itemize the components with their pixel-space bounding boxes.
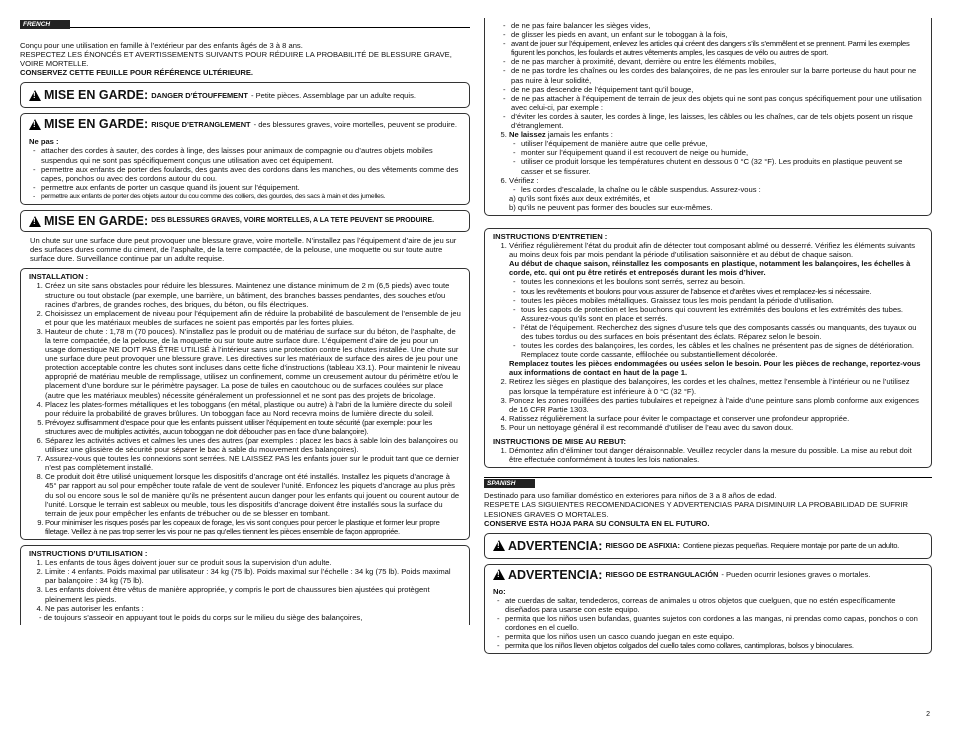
warning-triangle-icon [493,540,505,551]
warning-subtitle: RISQUE D’ETRANGLEMENT [151,119,251,129]
es-choking-warning-box [484,533,932,559]
installation-box [20,268,470,540]
list-item: - utiliser l’équipement de manière autre que celle prévue, [521,139,923,148]
list-item: - de glisser les pieds en avant, un enfant sur le toboggan à la fois, [511,30,923,39]
list-item: - les cordes d’escalade, la chaîne ou le câble suspendus. Assurez-vous : [521,185,923,194]
list-item: - de ne pas faire balancer les sièges vides, [511,21,923,30]
list-item: 3. Hauteur de chute : 1,78 m (70 pouces). N’installez pas le produit ou de matériau de surface sur du béton, de l’asphalte, de la terre compactée, de la pelouse, de la moquette ou sur toute autre surface dure. L’équipement d’aire de jeu pour un usage domestique NE DOIT PAS ÊTRE UTILISÉ à l’intérieur sans une protection contre les chutes installée. Une chute sur une surface dure peut provoquer une blessure grave. Les directives sur les matériaux de surface des aires de jeu pour une protection acceptable contre les chutes sont incluses dans cette fiche d’instructions (tableau X3.1). Pour maintenir le niveau approprié de matériau meuble de remplissage, utilisez un confinement, comme un creusement autour du périmètre et/ou le placement d’une bordure sur le périmètre paysager. La pose de tuiles en caoutchouc ou de surfaces coulées sur place (autre que les matériaux meubles) nécessite généralement un professionnel et ne sont pas des projets de bricolage. [45,327,461,400]
spanish-tag: SPANISH [484,479,535,488]
list-line: a) qu’ils sont fixés aux deux extrémités, et [509,193,650,203]
season-note: Au début de chaque saison, réinstallez les composants en plastique, notamment les balançoires, les échelles à corde, etc. qui ont pu être retirés et entreposés durant les mois d’hiver. [509,259,911,278]
list-item: 1. Créez un site sans obstacles pour réduire les blessures. Maintenez une distance minimum de 2 m (6,5 pieds) avec toute structure ou tout obstacle (par exemple, une barrière, un bâtiment, des branches basses pendantes, des souches et/ou racines d’arbres, de grandes roches, des briques, du béton, ou fils électriques. [45,281,461,308]
es-intro-warning: RESPETE LAS SIGUIENTES RECOMENDACIONES Y ADVERTENCIAS PARA DISMINUIR LA PROBABILIDAD DE SUFRIR LESIONES GRAVES O MORTALES. [484,500,908,519]
list-item: - de ne pas descendre de l’équipement tant qu’il bouge, [511,85,923,94]
list-item: 4. Placez les plates-formes métalliques et les toboggans (en métal, plastique ou autre) à l’abri de la lumière directe du soleil pour réduire la probabilité de graves brûlures. Un toboggan face au Nord recevra moins de lumière directe du soleil. [45,400,461,418]
intro-warning: RESPECTEZ LES ÉNONCÉS ET AVERTISSEMENTS SUIVANTS POUR RÉDUIRE LA PROBABILITÉ DE BLESSURE GRAVE, VOIRE MORTELLE. [20,50,452,69]
es-strangulation-warning-box [484,564,932,655]
warning-title: ADVERTENCIA: [508,538,603,553]
es-intro-line: Destinado para uso familiar doméstico en exteriores para niños de 3 a 8 años de edad. [484,491,777,501]
warning-title: MISE EN GARDE: [44,88,149,103]
list-item: - permettre aux enfants de porter un casque quand ils jouent sur l’équipement. [41,183,461,192]
warning-subtitle: DANGER D’ÉTOUFFEMENT [151,90,248,100]
warning-title: MISE EN GARDE: [44,214,149,229]
warning-triangle-icon [29,216,41,227]
usage-box [20,545,470,625]
maintenance-box [484,228,932,468]
list-item: 3. Poncez les zones rouillées des parties tubulaires et repeignez à l’aide d’une peinture sans plomb conforme aux exigences de 16 CFR Partie 1303. [509,396,923,414]
list-item: - de ne pas tordre les chaînes ou les cordes des balançoires, de ne pas les enrouler sur la barre porteuse du haut pour ne pas nuire à leur solidité, [511,66,923,84]
warning-text: - des blessures graves, voire mortelles, peuvent se produire. [253,119,458,129]
list-item [509,176,923,212]
french-tag: FRENCH [20,20,70,29]
list-item: - l’état de l’équipement. Recherchez des signes d’usure tels que des composants cassés ou manquants, des tuyaux ou des tubes tordus ou des surfaces en bois présentant des éclats. Réparez selon le besoin. [521,323,923,341]
ne-laissez-label: Ne laissez [509,130,546,140]
warning-triangle-icon [493,569,505,580]
list-item: - permettre aux enfants de porter des objets autour du cou comme des colliers, des gourdes, des sacs à main et des jumelles. [41,192,461,201]
warning-title: MISE EN GARDE: [44,117,149,132]
list-item: 9. Pour minimiser les risques posés par les copeaux de forage, les vis sont conçues pour percer le plastique et former leur propre filetage. Veillez à ne pas trop serrer les vis pour ne pas qu’elles tiennent les pièces ensemble de façon appropriée. [45,518,461,536]
no-label: No: [493,586,506,596]
list-item: - de ne pas attacher à l’équipement de terrain de jeux des objets qui ne sont pas conçus spécifiquement pour une utilisation avec celui-ci, par exemple : [511,94,923,112]
list-item: - toutes les pièces mobiles métalliques. Graissez tous les mois pendant la période d’utilisation. [521,296,923,305]
warning-text: Contiene piezas pequeñas. Requiere montaje por parte de un adulto. [682,541,900,551]
list-item: 2. Limite : 4 enfants. Poids maximal par utilisateur : 34 kg (75 lb). Poids maximal sur l’échelle : 34 kg (75 lb). Poids maximal par balançoire : 34 kg (75 lb). [45,567,461,585]
header-rule [20,27,470,28]
es-keep-note: CONSERVE ESTA HOJA PARA SU CONSULTA EN EL FUTURO. [484,518,710,528]
list-item: 2. Choisissez un emplacement de niveau pour l’équipement afin de réduire la probabilité de basculement de l’ensemble de jeu et pour que les matériaux meubles de surfaces ne soient pas emportés par les fortes pluies. [45,309,461,327]
list-item: - permita que los niños lleven objetos colgados del cuello tales como collares, cantimploras, bolsos y binoculares. [505,641,923,650]
list-item: - utiliser ce produit lorsque les températures chutent en dessous 0 °C (32 °F). Les produits en plastique peuvent se casser et se fissurer. [521,157,923,175]
list-item [509,241,923,377]
warning-text: - Pueden ocurrir lesiones graves o mortales. [721,570,871,580]
keep-sheet-note: CONSERVEZ CETTE FEUILLE POUR RÉFÉRENCE ULTÉRIEURE. [20,68,254,78]
list-item: 8. Ce produit doit être utilisé uniquement lorsque les dispositifs d’ancrage ont été installés. Installez les piquets d’ancrage à 45° par rapport au sol pour empêcher toute rafale de vent de soulever l’unité. Enfoncez les piquets d’ancrage au plus près du sol ou encore sous le sol de manière qu’ils ne présentent aucun danger pour les enfants qui jouent ou courent autour de l’unité. Lorsque le terrain est sableux ou meuble, tous les dispositifs d’ancrage doivent être installés sous la surface du terrain de jeux pour empêcher les enfants de trébucher ou de se blesser en tombant. [45,472,461,517]
list-item: - tous les capots de protection et les bouchons qui couvrent les extrémités des boulons et les extrémités des tubes. Assurez-vous qu’ils sont en place et serrés. [521,305,923,323]
list-line: b) qu’ils ne peuvent pas former des boucles sur eux-mêmes. [509,202,713,212]
list-item: - permita que los niños usen un casco cuando juegan en este equipo. [505,632,923,641]
list-item: - permita que los niños usen bufandas, guantes sujetos con cordones a las mangas, ni prendas como capas, ponchos o con cordones en el cuello. [505,614,923,632]
list-item: - tous les revêtements et boulons pour vous assurer de l’absence et d’arêtes vives et remplacez-les si nécessaire. [521,287,923,296]
list-item: - avant de jouer sur l’équipement, enlevez les articles qui créent des dangers s’ils s’emmêlent et se prennent. Parmi les exemples figurent les ponchos, les foulards et autres vêtements amples, les casques de vélo ou autres de sport. [511,39,923,57]
list-item-text: Vérifiez régulièrement l’état du produit afin de détecter tout composant abîmé ou desserré. Vérifiez les éléments suivants au moins deux fois par mois pendant la période d’utilisation saisonnière et au début de chaque saison. [509,241,916,260]
choking-warning-box [20,82,470,108]
warning-title: ADVERTENCIA: [508,567,603,582]
list-item: 5. Pour un nettoyage général il est recommandé d’utiliser de l’eau avec du savon doux. [509,423,923,432]
french-column [20,0,470,625]
strangulation-warning-box [20,113,470,205]
page-number: 2 [926,711,930,718]
list-item: 2. Retirez les sièges en plastique des balançoires, les cordes et les chaînes, mettez l’ensemble à l’intérieur ou ne l’utilisez pas lorsque la température est inférieure à 0 °C (32 °F). [509,377,923,395]
usage-last-line: - de toujours s’asseoir en appuyant tout le poids du corps sur le milieu du siège des balançoires, [39,612,363,622]
warning-subtitle: RIESGO DE ASFIXIA: [605,541,680,551]
list-item: 5. Prévoyez suffisamment d’espace pour que les enfants puissent utiliser l’équipement en toute sécurité (par exemple: pour les structures avec de multiples activités, aucun toboggan ne doit déboucher pas en face d’une balançoire). [45,418,461,436]
right-column [484,0,932,654]
usage-continued-box [484,18,932,216]
list-item: 3. Les enfants doivent être vêtus de manière appropriée, y compris le port de chaussures bien ajustées qui protègent pleinement les pieds. [45,585,461,603]
maintenance-heading: INSTRUCTIONS D’ENTRETIEN : [493,231,608,241]
list-item: - de ne pas marcher à proximité, devant, derrière ou entre les éléments mobiles, [511,57,923,66]
list-item: 1. Les enfants de tous âges doivent jouer sur ce produit sous la supervision d’un adulte. [45,558,461,567]
ne-pas-label: Ne pas : [29,137,59,147]
list-item: - attacher des cordes à sauter, des cordes à linge, des laisses pour animaux de compagnie ou d’autres objets mobiles suspendus qui ne sont pas spécifiquement conçus une utilisation avec cet équipement. [41,146,461,164]
warning-triangle-icon [29,90,41,101]
head-injury-warning-box [20,210,470,232]
list-item-text: jamais les enfants : [545,130,613,140]
warning-subtitle: DES BLESSURES GRAVES, VOIRE MORTELLES, A LA TETE PEUVENT SE PRODUIRE. [151,217,434,225]
list-item: - toutes les connexions et les boulons sont serrés, serrez au besoin. [521,277,923,286]
list-item: - toutes les cordes des balançoires, les cordes, les câbles et les chaînes ne présentent pas de signes de détérioration. Remplacez toute corde cassante, effilochée ou substantiellement décolorée. [521,341,923,359]
list-item: 6. Séparez les activités actives et calmes les unes des autres (par exemples : placez les bacs à sable loin des balançoires ou utilisez une glissière de sécurité pour séparer le bac à sable du mouvement des balançoires). [45,436,461,454]
disposal-heading: INSTRUCTIONS DE MISE AU REBUT: [493,437,627,447]
usage-heading: INSTRUCTIONS D’UTILISATION : [29,549,148,559]
fall-warning-text: Un chute sur une surface dure peut provoquer une blessure grave, voire mortelle. N’installez pas l’équipement d’aire de jeu sur des surfaces dures comme du ciment, de l’asphalte, de la terre compactée, de la pelouse, une moquette ou sur toute autre surface dure. Surveillance continue par un adulte requise. [30,236,457,264]
intro-line: Conçu pour une utilisation en famille à l’extérieur par des enfants âgés de 3 à 8 ans. [20,41,303,50]
warning-text: - Petite pièces. Assemblage par un adulte requis. [250,90,417,100]
list-item: 4. Ratissez régulièrement la surface pour éviter le compactage et conserver une profondeur appropriée. [509,414,923,423]
list-item-text: Vérifiez : [509,175,539,185]
replace-note: Remplacez toutes les pièces endommagées ou usées selon le besoin. Pour les pièces de rechange, reportez-vous aux informations de contact en haut de la page 1. [509,359,921,378]
list-item: - permettre aux enfants de porter des foulards, des gants avec des cordons dans les manches, ou des vêtements comme des capes, ponchos ou avec des cordons autour du cou. [41,165,461,183]
list-item [509,130,923,175]
warning-triangle-icon [29,119,41,130]
warning-subtitle: RIESGO DE ESTRANGULACIÓN [605,570,719,580]
installation-heading: INSTALLATION : [29,272,89,282]
list-item: - d’éviter les cordes à sauter, les cordes à linge, les laisses, les câbles ou les chaînes, car de tels objets posent un risque d’étranglement. [511,112,923,130]
list-item: 1. Démontez afin d’éliminer tout danger déraisonnable. Veuillez recycler dans la mesure du possible. La mise au rebut doit être effectuée conformément à toutes les lois nationales. [509,446,923,464]
list-item: 4. Ne pas autoriser les enfants : [45,604,461,613]
list-item: - monter sur l’équipement quand il est recouvert de neige ou humide, [521,148,923,157]
spanish-rule [484,477,932,478]
list-item: - ate cuerdas de saltar, tendederos, correas de animales u otros objetos que cuelguen, que no estén específicamente diseñados para usarse con este equipo. [505,596,923,614]
list-item: 7. Assurez-vous que toutes les connexions sont serrées. NE LAISSEZ PAS les enfants jouer sur le produit tant que ce dernier n’est pas complètement installé. [45,454,461,472]
